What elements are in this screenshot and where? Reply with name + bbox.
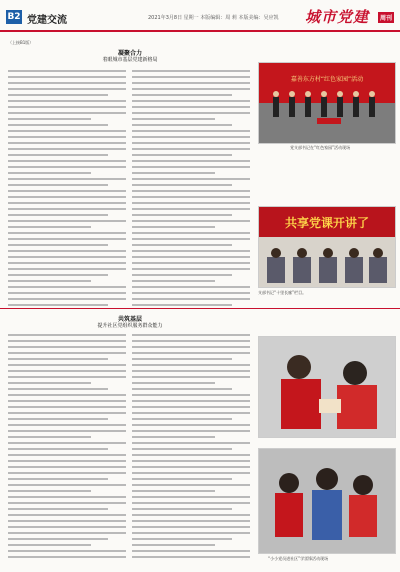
text-line [8, 202, 126, 204]
text-line [8, 274, 108, 276]
photo-volunteers [258, 336, 396, 438]
text-line [8, 346, 126, 348]
article2-column-1 [8, 334, 126, 566]
photo-volunteers-illustration [259, 337, 395, 437]
text-line [132, 502, 250, 504]
text-line [132, 208, 250, 210]
text-line [132, 454, 250, 456]
text-line [8, 532, 126, 534]
text-line [132, 364, 250, 366]
text-line [132, 142, 250, 144]
text-line [8, 526, 126, 528]
text-line [132, 202, 250, 204]
text-line [8, 364, 126, 366]
text-line [132, 556, 250, 558]
text-line [8, 394, 126, 396]
text-line [132, 190, 250, 192]
text-line [132, 304, 232, 306]
text-line [132, 442, 250, 444]
text-line [8, 238, 126, 240]
banner1-text: 嘉善东方村“红色家园”活动 [290, 76, 364, 83]
text-line [132, 370, 250, 372]
text-line [132, 220, 250, 222]
text-line [8, 124, 108, 126]
text-line [132, 496, 250, 498]
text-line [132, 358, 232, 360]
text-line [132, 100, 250, 102]
text-line [132, 382, 215, 384]
text-line [8, 514, 126, 516]
text-line [132, 508, 232, 510]
text-line [8, 442, 126, 444]
text-line [8, 538, 108, 540]
text-line [8, 304, 108, 306]
text-line [132, 118, 215, 120]
text-line [132, 250, 250, 252]
text-line [132, 400, 250, 402]
photo-lecture [258, 206, 396, 288]
text-line [132, 484, 250, 486]
text-line [8, 544, 91, 546]
article1-column-2 [132, 70, 250, 310]
text-line [8, 244, 108, 246]
text-line [8, 298, 126, 300]
text-line [132, 346, 250, 348]
text-line [132, 244, 232, 246]
text-line [132, 178, 250, 180]
text-line [132, 136, 250, 138]
text-line [8, 232, 126, 234]
text-line [8, 148, 126, 150]
text-line [8, 280, 91, 282]
text-line [8, 358, 108, 360]
dateline: 2021年3月8日 星期一 本版编辑：周 莉 本版美编：吴应凯 [148, 15, 279, 21]
text-line [8, 184, 108, 186]
article1-title: 凝聚合力 [117, 50, 142, 57]
text-line [132, 94, 232, 96]
text-line [8, 106, 126, 108]
text-line [8, 472, 126, 474]
article1-subtitle: 着眼城市基层党建新格局 [102, 57, 158, 63]
text-line [8, 436, 91, 438]
article2-title: 共筑基层 [117, 316, 142, 323]
article1-column-1 [8, 70, 126, 310]
text-line [8, 424, 126, 426]
text-line [8, 166, 126, 168]
text-line [8, 502, 126, 504]
text-line [8, 178, 126, 180]
text-line [132, 514, 250, 516]
text-line [132, 196, 250, 198]
text-line [132, 520, 250, 522]
text-line [8, 400, 126, 402]
text-line [132, 124, 232, 126]
text-line [132, 538, 232, 540]
section-divider [0, 308, 400, 309]
text-line [132, 394, 250, 396]
red-cloth [317, 118, 341, 124]
text-line [8, 376, 126, 378]
text-line [132, 184, 232, 186]
continued-note: （上接B1版） [8, 40, 34, 45]
text-line [132, 388, 232, 390]
text-line [132, 352, 250, 354]
text-line [8, 160, 126, 162]
text-line [132, 412, 250, 414]
text-line [132, 460, 250, 462]
text-line [8, 292, 126, 294]
text-line [8, 352, 126, 354]
text-line [8, 382, 91, 384]
text-line [132, 262, 250, 264]
text-line [8, 508, 108, 510]
text-line [132, 298, 250, 300]
text-line [8, 520, 126, 522]
text-line [8, 334, 126, 336]
photo1-caption: 党支部书记在“红色家园”活动现场 [290, 145, 351, 150]
text-line [8, 478, 108, 480]
text-line [8, 454, 126, 456]
text-line [132, 292, 250, 294]
text-line [8, 340, 126, 342]
text-line [8, 100, 126, 102]
text-line [8, 556, 126, 558]
text-line [8, 94, 108, 96]
text-line [132, 406, 250, 408]
text-line [132, 148, 250, 150]
text-line [132, 418, 232, 420]
text-line [8, 388, 108, 390]
text-line [132, 436, 215, 438]
text-line [132, 106, 250, 108]
text-line [132, 478, 232, 480]
text-line [8, 286, 126, 288]
photo2-caption: 支部书记“十里长廊”栏目。 [258, 290, 307, 295]
text-line [132, 550, 250, 552]
text-line [8, 250, 126, 252]
text-line [8, 460, 126, 462]
text-line [8, 406, 126, 408]
text-line [132, 376, 250, 378]
text-line [132, 226, 215, 228]
text-line [132, 154, 232, 156]
text-line [8, 220, 126, 222]
text-line [8, 196, 126, 198]
text-line [132, 256, 250, 258]
photo-ceremony-illustration [259, 63, 395, 143]
text-line [132, 160, 250, 162]
text-line [8, 190, 126, 192]
masthead-brand: 城市党建 [305, 8, 370, 26]
photo-lecture-illustration [259, 207, 395, 287]
text-line [8, 496, 126, 498]
text-line [8, 136, 126, 138]
text-line [8, 484, 126, 486]
text-line [132, 466, 250, 468]
text-line [8, 154, 108, 156]
text-line [8, 256, 126, 258]
text-line [132, 424, 250, 426]
text-line [132, 112, 250, 114]
text-line [132, 238, 250, 240]
text-line [8, 130, 126, 132]
text-line [132, 232, 250, 234]
text-line [8, 490, 91, 492]
photo-kids-illustration [259, 449, 395, 553]
text-line [132, 76, 250, 78]
text-line [8, 82, 126, 84]
article2-subtitle: 提升社区党组织服务群众能力 [97, 323, 163, 329]
text-line [132, 172, 215, 174]
text-line [132, 268, 250, 270]
text-line [8, 448, 108, 450]
section-title: 党建交流 [27, 15, 67, 26]
photo-kids-activity [258, 448, 396, 554]
text-line [8, 76, 126, 78]
text-line [8, 466, 126, 468]
text-line [8, 214, 108, 216]
text-line [132, 280, 215, 282]
text-line [132, 88, 250, 90]
text-line [8, 550, 126, 552]
text-line [132, 472, 250, 474]
text-line [132, 430, 250, 432]
text-line [8, 418, 108, 420]
text-line [8, 118, 91, 120]
text-line [132, 166, 250, 168]
masthead-tag: 周刊 [378, 12, 394, 23]
text-line [132, 340, 250, 342]
text-line [132, 274, 232, 276]
text-line [132, 532, 250, 534]
text-line [8, 112, 126, 114]
text-line [132, 70, 250, 72]
page-header [0, 0, 400, 32]
photo4-caption: “小小党员进社区”学雷锋活动现场 [268, 556, 329, 561]
article2-column-2 [132, 334, 250, 566]
text-line [8, 412, 126, 414]
text-line [132, 214, 232, 216]
text-line [8, 88, 126, 90]
text-line [132, 490, 215, 492]
banner2-text: 共享党课开讲了 [284, 216, 370, 230]
text-line [8, 262, 126, 264]
text-line [8, 142, 126, 144]
text-line [8, 208, 126, 210]
text-line [8, 370, 126, 372]
page-number-badge: B2 [7, 12, 21, 22]
text-line [8, 430, 126, 432]
text-line [8, 70, 126, 72]
photo-ceremony [258, 62, 396, 144]
text-line [8, 268, 126, 270]
text-line [132, 334, 250, 336]
text-line [132, 286, 250, 288]
text-line [132, 130, 250, 132]
red-vest [281, 379, 321, 429]
text-line [132, 82, 250, 84]
text-line [132, 448, 232, 450]
text-line [8, 172, 91, 174]
text-line [8, 226, 91, 228]
text-line [132, 526, 250, 528]
text-line [132, 544, 215, 546]
